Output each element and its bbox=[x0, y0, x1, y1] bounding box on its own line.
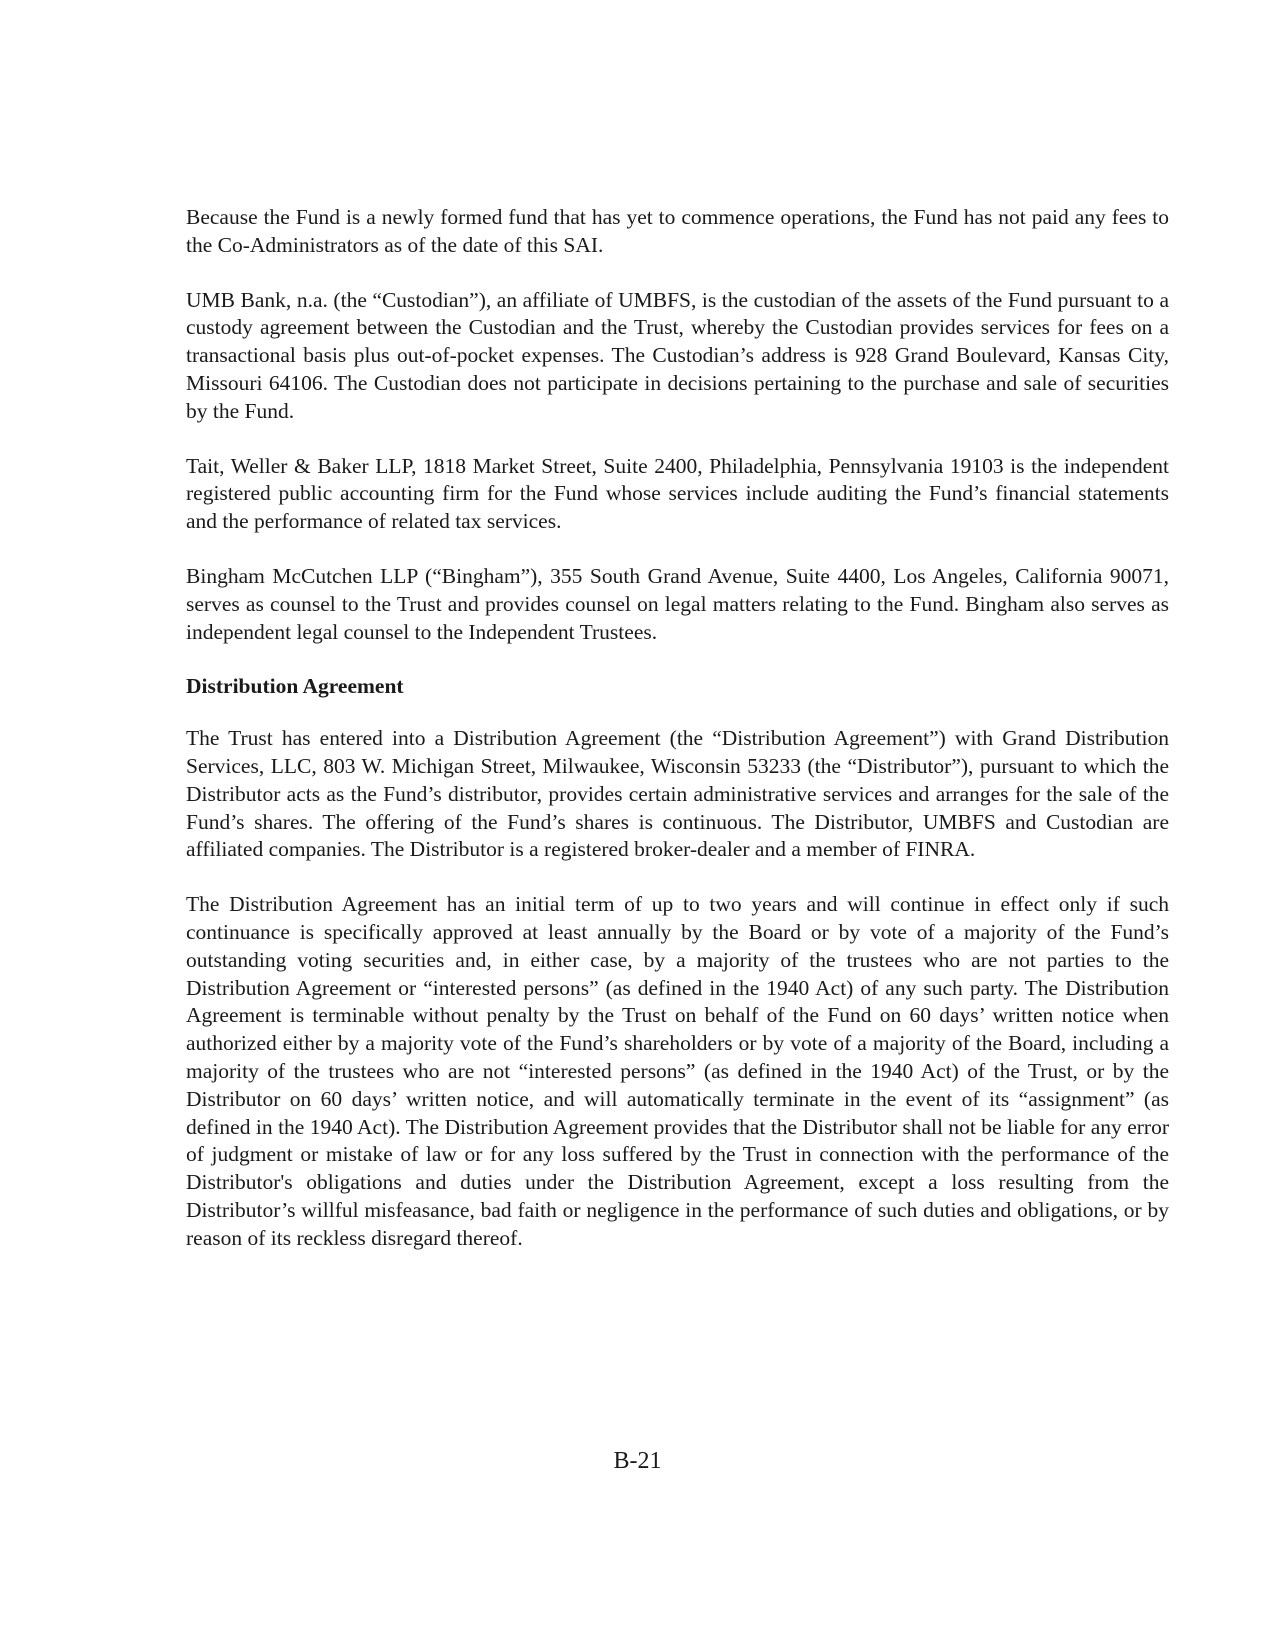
section-heading-distribution-agreement: Distribution Agreement bbox=[186, 674, 404, 699]
paragraph-accounting-firm: Tait, Weller & Baker LLP, 1818 Market Street, Suite 2400, Philadelphia, Pennsylvania 19103 is the independent registered public accounting firm for the Fund whose services include auditing the Fund’s financial statements and the performance of related tax services. bbox=[186, 453, 1169, 534]
document-page bbox=[186, 204, 1169, 1280]
paragraph-co-administrator-fees: Because the Fund is a newly formed fund that has yet to commence operations, the Fund has not paid any fees to the Co-Administrators as of the date of this SAI. bbox=[186, 205, 1169, 257]
page-number: B-21 bbox=[613, 1448, 662, 1474]
paragraph-distribution-agreement-terms: The Distribution Agreement has an initial term of up to two years and will continue in effect only if such continuance is specifically approved at least annually by the Board or by vote of a majority of the Fund’s outstanding voting securities and, in either case, by a majority of the trustees who are not parties to the Distribution Agreement or “interested persons” (as defined in the 1940 Act) of any such party. The Distribution Agreement is terminable without penalty by the Trust on behalf of the Fund on 60 days’ written notice when authorized either by a majority vote of the Fund’s shareholders or by vote of a majority of the Board, including a majority of the trustees who are not “interested persons” (as defined in the 1940 Act) of the Trust, or by the Distributor on 60 days’ written notice, and will automatically terminate in the event of its “assignment” (as defined in the 1940 Act). The Distribution Agreement provides that the Distributor shall not be liable for any error of judgment or mistake of law or for any loss suffered by the Trust in connection with the performance of the Distributor's obligations and duties under the Distribution Agreement, except a loss resulting from the Distributor’s willful misfeasance, bad faith or negligence in the performance of such duties and obligations, or by reason of its reckless disregard thereof. bbox=[186, 892, 1169, 1250]
paragraph-custodian: UMB Bank, n.a. (the “Custodian”), an affiliate of UMBFS, is the custodian of the assets of the Fund pursuant to a custody agreement between the Custodian and the Trust, whereby the Custodian provides services for fees on a transactional basis plus out-of-pocket expenses. The Custodian’s address is 928 Grand Boulevard, Kansas City, Missouri 64106. The Custodian does not participate in decisions pertaining to the purchase and sale of securities by the Fund. bbox=[186, 287, 1169, 423]
paragraph-legal-counsel: Bingham McCutchen LLP (“Bingham”), 355 South Grand Avenue, Suite 4400, Los Angeles, California 90071, serves as counsel to the Trust and provides counsel on legal matters relating to the Fund. Bingham also serves as independent legal counsel to the Independent Trustees. bbox=[186, 563, 1169, 644]
paragraph-distribution-agreement-overview: The Trust has entered into a Distribution Agreement (the “Distribution Agreement”) with Grand Distribution Services, LLC, 803 W. Michigan Street, Milwaukee, Wisconsin 53233 (the “Distributor”), pursuant to which the Distributor acts as the Fund’s distributor, provides certain administrative services and arranges for the sale of the Fund’s shares. The offering of the Fund’s shares is continuous. The Distributor, UMBFS and Custodian are affiliated companies. The Distributor is a registered broker-dealer and a member of FINRA. bbox=[186, 726, 1169, 862]
